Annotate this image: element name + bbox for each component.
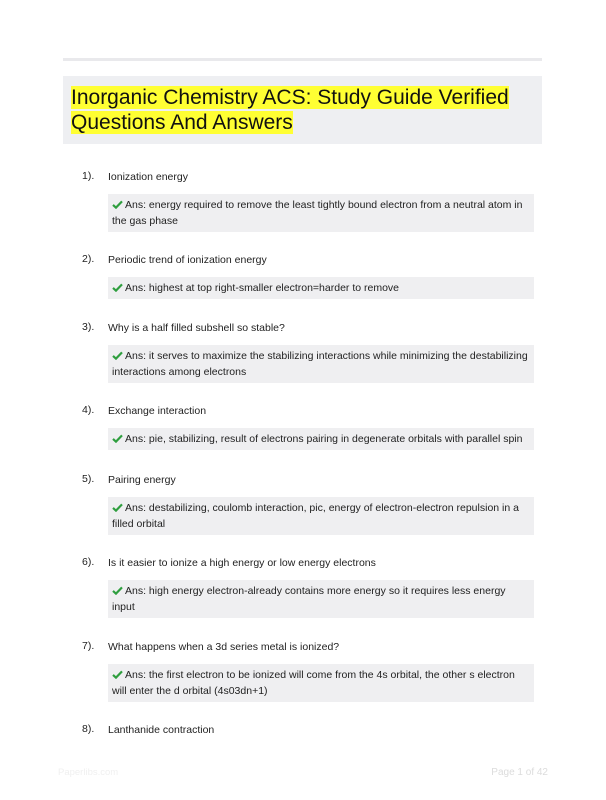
check-icon bbox=[112, 503, 123, 512]
page-title-text: Inorganic Chemistry ACS: Study Guide Verified Questions And Answers bbox=[71, 86, 509, 134]
answer-box bbox=[108, 664, 534, 702]
question-number: 1). bbox=[82, 170, 95, 182]
question-number: 4). bbox=[82, 404, 95, 416]
question-text: Exchange interaction bbox=[108, 405, 207, 417]
question-text: Why is a half filled subshell so stable? bbox=[108, 322, 285, 334]
title-box bbox=[63, 76, 542, 144]
answer-text: Ans: it serves to maximize the stabilizing interactions while minimizing the destabilizing interactions among electrons bbox=[112, 350, 528, 378]
question-number: 7). bbox=[82, 640, 95, 652]
answer-text: Ans: pie, stabilizing, result of electrons pairing in degenerate orbitals with parallel spin bbox=[125, 433, 523, 445]
footer-site: Paperlibs.com bbox=[58, 767, 119, 778]
answer-box bbox=[108, 580, 534, 618]
question-text: Lanthanide contraction bbox=[108, 724, 215, 736]
answer-box bbox=[108, 428, 534, 450]
page-title bbox=[71, 86, 531, 135]
check-icon bbox=[112, 200, 123, 209]
top-rule bbox=[63, 58, 542, 61]
question-text: Ionization energy bbox=[108, 171, 188, 183]
question-text: Pairing energy bbox=[108, 474, 176, 486]
answer-text: Ans: highest at top right-smaller electron=harder to remove bbox=[125, 282, 400, 294]
check-icon bbox=[112, 351, 123, 360]
question-text: Periodic trend of ionization energy bbox=[108, 254, 267, 266]
check-icon bbox=[112, 670, 123, 679]
answer-text: Ans: destabilizing, coulomb interaction, pic, energy of electron-electron repulsion in a filled orbital bbox=[112, 502, 519, 530]
question-number: 8). bbox=[82, 723, 95, 735]
check-icon bbox=[112, 434, 123, 443]
question-number: 2). bbox=[82, 253, 95, 265]
question-text: Is it easier to ionize a high energy or low energy electrons bbox=[108, 557, 376, 569]
check-icon bbox=[112, 283, 123, 292]
answer-box bbox=[108, 345, 534, 383]
question-number: 3). bbox=[82, 321, 95, 333]
question-number: 6). bbox=[82, 556, 95, 568]
answer-box bbox=[108, 194, 534, 232]
question-number: 5). bbox=[82, 473, 95, 485]
question-text: What happens when a 3d series metal is ionized? bbox=[108, 641, 340, 653]
page-number: Page 1 of 42 bbox=[491, 767, 548, 778]
answer-box bbox=[108, 277, 534, 299]
answer-text: Ans: the first electron to be ionized will come from the 4s orbital, the other s electron will enter the d orbital (4s03dn+1) bbox=[112, 669, 515, 697]
check-icon bbox=[112, 586, 123, 595]
answer-text: Ans: energy required to remove the least tightly bound electron from a neutral atom in the gas phase bbox=[112, 199, 523, 227]
answer-text: Ans: high energy electron-already contains more energy so it requires less energy input bbox=[112, 585, 506, 613]
answer-box bbox=[108, 497, 534, 535]
